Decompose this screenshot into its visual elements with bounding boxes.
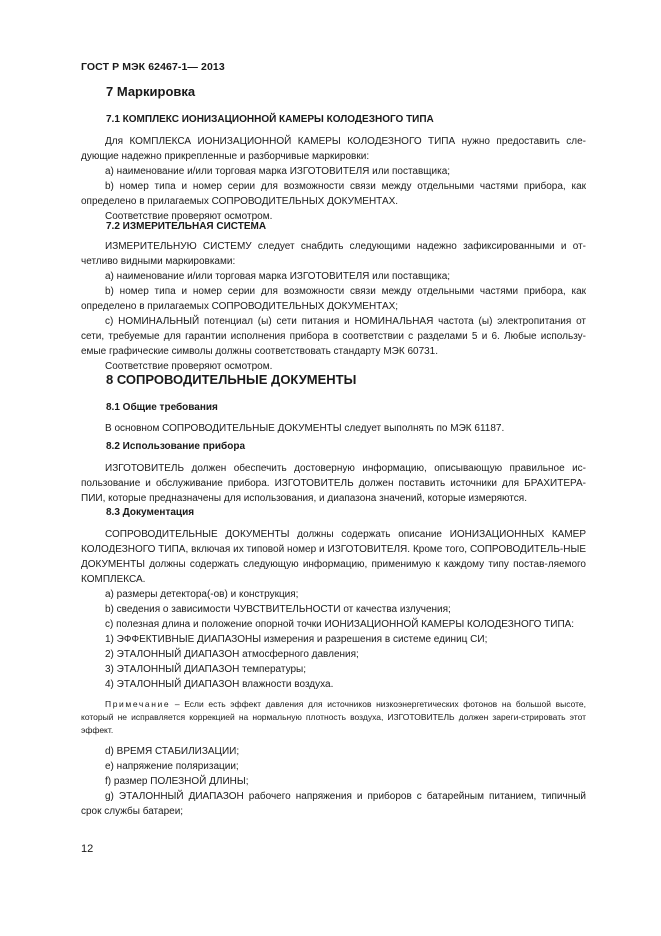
section-7-1-check: Соответствие проверяют осмотром. (105, 211, 273, 222)
section-7-2-title: 7.2 ИЗМЕРИТЕЛЬНАЯ СИСТЕМА (106, 221, 267, 232)
document-header: ГОСТ Р МЭК 62467-1— 2013 (81, 61, 225, 73)
section-7-1-item-b: b) номер типа и номер серии для возможности связи между отдельными частями прибора, как определено в прилагаемых СОПРОВОДИТЕЛЬНЫХ ДОКУМЕНТАХ. (81, 181, 586, 207)
section-7-2-item-b: b) номер типа и номер серии для возможности связи между отдельными частями прибора, как определено в прилагаемых СОПРОВОДИТЕЛЬНЫХ ДОКУМЕНТАХ; (81, 286, 586, 312)
section-8-3-item-c: с) полезная длина и положение опорной точки ИОНИЗАЦИОННОЙ КАМЕРЫ КОЛОДЕЗНОГО ТИПА: (105, 619, 575, 630)
section-8-3-item-f: f) размер ПОЛЕЗНОЙ ДЛИНЫ; (105, 776, 249, 787)
section-8-3-item-e: е) напряжение поляризации; (105, 761, 239, 772)
section-8-3-item-c4: 4) ЭТАЛОННЫЙ ДИАПАЗОН влажности воздуха. (105, 679, 334, 690)
section-7-title: 7 Маркировка (106, 84, 196, 99)
section-8-3-intro: СОПРОВОДИТЕЛЬНЫЕ ДОКУМЕНТЫ должны содержать описание ИОНИЗАЦИОННЫХ КАМЕР КОЛОДЕЗНОГО ТИПА, включая их типовой номер и ИЗГОТОВИТЕЛЯ. Кроме того, СОПРОВОДИТЕЛЬ-НЫЕ ДОКУМЕНТЫ должны содержать следующую информацию, применимую к каждому типу постав-ляемого КОМПЛЕКСА. (81, 529, 586, 585)
section-7-2-item-a: а) наименование и/или торговая марка ИЗГОТОВИТЕЛЯ или поставщика; (105, 271, 451, 282)
section-8-3-item-g: g) ЭТАЛОННЫЙ ДИАПАЗОН рабочего напряжения и приборов с батарейным питанием, типичный срок службы батареи; (81, 791, 586, 817)
section-8-2 (81, 439, 586, 506)
section-7-1 (81, 112, 586, 224)
section-7-2-check: Соответствие проверяют осмотром. (105, 361, 273, 372)
section-8-1-text: В основном СОПРОВОДИТЕЛЬНЫЕ ДОКУМЕНТЫ следует выполнять по МЭК 61187. (105, 423, 505, 434)
section-8 (81, 372, 586, 388)
section-8-3-item-a: а) размеры детектора(-ов) и конструкция; (105, 589, 299, 600)
note-label: Примечание (105, 699, 171, 709)
note-text: – Если есть эффект давления для источников низкоэнергетических фотонов на большой высоте, который не исправляется коррекцией на нормальную плотность воздуха, ИЗГОТОВИТЕЛЬ должен зареги-стрировать этот эффект. (81, 699, 586, 735)
section-8-2-text: ИЗГОТОВИТЕЛЬ должен обеспечить достоверную информацию, описывающую правильное ис-пользование и обслуживание прибора. ИЗГОТОВИТЕЛЬ должен поставить источники для БРАХИТЕРА-ПИИ, которые предназначены для использования, и диапазона значений, которые измеряются. (81, 463, 586, 504)
section-7-2-item-c: с) НОМИНАЛЬНЫЙ потенциал (ы) сети питания и НОМИНАЛЬНАЯ частота (ы) электропитания от сети, требуемые для гарантии исполнения прибора в соответствии с разделами 5 и 6. Любые использу-емые графические символы должны соответствовать стандарту МЭК 60731. (81, 316, 586, 357)
section-8-1 (81, 400, 586, 436)
section-7 (81, 84, 586, 100)
section-8-3-item-c3: 3) ЭТАЛОННЫЙ ДИАПАЗОН температуры; (105, 664, 306, 675)
page-number: 12 (81, 843, 94, 855)
section-8-1-title: 8.1 Общие требования (106, 402, 218, 413)
section-8-3-title: 8.3 Документация (106, 507, 195, 518)
section-8-2-title: 8.2 Использование прибора (106, 441, 246, 452)
section-7-2 (81, 219, 586, 374)
section-8-3-note (81, 698, 586, 737)
section-8-title: 8 СОПРОВОДИТЕЛЬНЫЕ ДОКУМЕНТЫ (106, 372, 357, 387)
section-8-3-item-d: d) ВРЕМЯ СТАБИЛИЗАЦИИ; (105, 746, 240, 757)
section-8-3-item-c2: 2) ЭТАЛОННЫЙ ДИАПАЗОН атмосферного давления; (105, 649, 359, 660)
section-8-3-item-c1: 1) ЭФФЕКТИВНЫЕ ДИАПАЗОНЫ измерения и разрешения в системе единиц СИ; (105, 634, 488, 645)
section-7-1-item-a: а) наименование и/или торговая марка ИЗГОТОВИТЕЛЯ или поставщика; (105, 166, 451, 177)
section-8-3-item-b: b) сведения о зависимости ЧУВСТВИТЕЛЬНОСТИ от качества излучения; (105, 604, 451, 615)
section-8-3 (81, 505, 586, 819)
section-7-1-title: 7.1 КОМПЛЕКС ИОНИЗАЦИОННОЙ КАМЕРЫ КОЛОДЕЗНОГО ТИПА (106, 114, 434, 125)
section-7-2-intro: ИЗМЕРИТЕЛЬНУЮ СИСТЕМУ следует снабдить следующими надежно зафиксированными и от-четливо видными маркировками: (81, 241, 586, 267)
section-7-1-intro: Для КОМПЛЕКСА ИОНИЗАЦИОННОЙ КАМЕРЫ КОЛОДЕЗНОГО ТИПА нужно предоставить сле-дующие надежно прикрепленные и разборчивые маркировки: (81, 136, 586, 162)
